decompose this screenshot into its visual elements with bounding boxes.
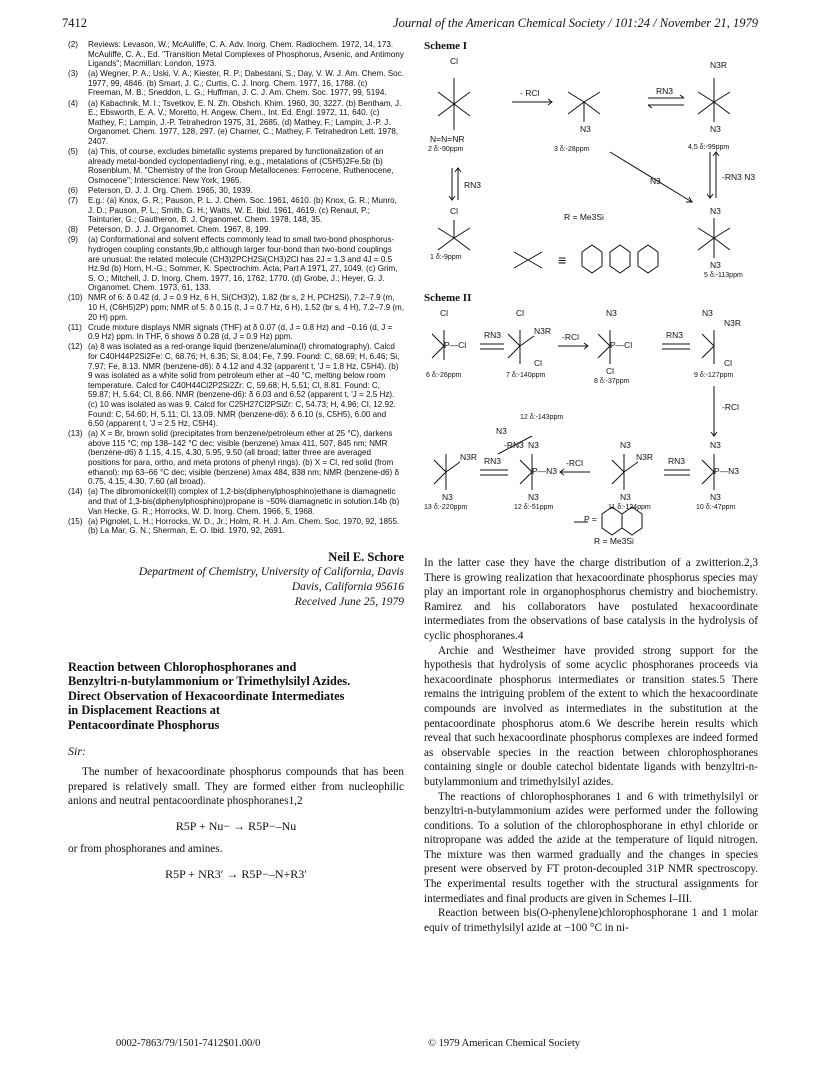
reference-item — [68, 147, 404, 185]
nmr-shift-label: 9 δ:-127ppm — [694, 372, 734, 379]
reference-item — [68, 186, 404, 196]
azide-chain: N=N=NR — [430, 134, 465, 144]
reference-text: (a) Wegner, P. A.; Uski, V. A.; Kiester, R. P.; Dabestani, S.; Day, V. W. J. Am. Chem. Soc. 1977, 99, 4846. (b) Smart, J. C.; Curtis, C. J. Inorg. Chem. 1977, 16, 1788. (c) Freeman, M. B.; Sneddon, L. G.; Huffman, J. C. J. Am. Chem. Soc. 1977, 99, 5194. — [88, 69, 404, 98]
reference-text: (a) The dibromonickel(II) complex of 1,2-bis(diphenylphosphino)ethane is diamagnetic and that of 1,3-bis(diphenylphosphino)propane is ~50% diamagnetic in solution.14b (b) Van Hecke, G. R.; Horrocks, W. D. Inorg. Chem. 1966, 5, 1968. — [88, 487, 400, 516]
page-number: 7412 — [62, 16, 87, 30]
p-equals-label: P = — [584, 514, 597, 524]
scheme-1-bonds — [424, 52, 758, 284]
equation-2: R5P + NR3′ → R5P−–N+R3′ — [165, 866, 307, 881]
n3-label: N3 — [580, 124, 591, 134]
reference-number: (5) — [68, 147, 78, 157]
nmr-shift-label: 8 δ:-37ppm — [594, 378, 630, 385]
left-column — [68, 40, 404, 890]
reference-list — [68, 40, 404, 536]
cl-label: Cl — [724, 358, 733, 368]
reference-number: (3) — [68, 69, 78, 79]
reference-item — [68, 342, 404, 428]
reference-item — [68, 69, 404, 98]
body-paragraph: The reactions of chlorophosphoranes 1 and 6 with trimethylsilyl or benzyltri-n-butylammonium azides were performed under the following conditions. To a solution of the chlorophosphorane in ethyl chloride or nitropropane was added the azide at the temperature of liquid nitrogen. The mixture was then warmed gradually and the changes in species present were observed by FT proton-decoupled 31P NMR spectroscopy. The experimental results together with the structural assignments for intermediates and final products are given in Schemes I–III. — [424, 790, 758, 905]
n3-label: N3 — [528, 492, 539, 502]
salutation: Sir: — [68, 744, 86, 759]
scheme-2-label: Scheme II — [424, 292, 472, 304]
reference-item — [68, 225, 404, 235]
reference-number: (12) — [68, 342, 83, 352]
n3-label: N3 — [710, 124, 721, 134]
body-paragraph: In the latter case they have the charge distribution of a zwitterion.2,3 There is growing realization that hexacoordinate phosphorus species may play an important role in organophosphorus chemistry and biochemistry. Ramirez and his collaborators have postulated hexacoordinate intermediates from the observations of base catalysis in the hydrolysis of cyclic phosphoranes.4 — [424, 557, 758, 642]
arrow-label: -RCl — [562, 332, 579, 342]
reference-number: (2) — [68, 40, 78, 49]
arrow-label: -RCl — [722, 402, 739, 412]
n3-label: N3 — [710, 260, 721, 270]
r-definition: R = Me3Si — [594, 536, 634, 546]
nmr-shift-label: 5 δ:-113ppm — [704, 272, 743, 279]
n3-label: N3 — [710, 206, 721, 216]
reference-number: (11) — [68, 322, 82, 332]
equation-1: R5P + Nu− → R5P−–Nu — [175, 819, 297, 834]
p-n3-label: P—N3 — [714, 466, 740, 476]
n3-label: N3 — [710, 492, 721, 502]
title-line: in Displacement Reactions at — [68, 703, 220, 718]
cl-label: Cl — [534, 358, 543, 368]
right-column — [424, 40, 758, 935]
reference-item — [68, 429, 404, 487]
title-line: Direct Observation of Hexacoordinate Intermediates — [68, 688, 345, 703]
reference-number: (10) — [68, 293, 83, 303]
received-date: Received June 25, 1979 — [294, 595, 404, 608]
arrow-label: -RCl — [566, 458, 583, 468]
reference-item — [68, 235, 404, 293]
reference-number: (14) — [68, 487, 83, 497]
reference-text: E.g.: (a) Knox, G. R.; Pauson, P. L. J. Chem. Soc. 1961, 4610. (b) Knox, G. R.; Munro, J. D.; Pauson, P. L.; Smith, G. H.; Watts, W. E. Ibid. 1961, 4619. (c) Renaut, P.; Tainturier, G.; Gautheron, B. J. Organomet. Chem. 1978, 148, 35. — [88, 196, 397, 225]
n3r-label: N3R — [710, 60, 728, 70]
body-paragraph: Reaction between bis(O-phenylene)chlorophosphorane 1 and 1 molar equiv of trimethylsilyl azide at −100 °C in ni- — [424, 907, 758, 934]
arrow-label: RN3 — [656, 86, 674, 96]
nmr-shift-label: 3 δ:-28ppm — [554, 146, 590, 153]
reference-item — [68, 40, 404, 69]
n3r-label: N3R — [460, 452, 478, 462]
scheme-1 — [424, 52, 758, 284]
reference-item — [68, 196, 404, 225]
scheme-1-label: Scheme I — [424, 40, 468, 52]
reference-number: (4) — [68, 98, 78, 108]
n3-label: N3 — [606, 308, 617, 318]
nmr-shift-label: 12 δ:-51ppm — [514, 504, 554, 511]
author-dept: Department of Chemistry, University of California, Davis — [138, 565, 404, 578]
article-title — [68, 660, 404, 733]
nmr-shift-label: 7 δ:-140ppm — [506, 372, 546, 379]
reference-number: (15) — [68, 516, 83, 526]
reference-item — [68, 487, 404, 516]
arrow-label: -RN3 — [504, 440, 524, 450]
body-paragraph: Archie and Westheimer have provided strong support for the hypothesis that hydrolysis of some acyclic phosphoranes proceeds via hexacoordinate phosphorus intermediates or transition states.5 There remains the intriguing problem of the extent to which the hexacoordinate compounds are involved as intermediates in the substitution at the pentacoordinate phosphorus atom.6 We describe herein results which reveal that such hexacoordinate phosphorus complexes are indeed formed as observable species in the reaction between chlorophosphoranes containing single or double catechol bidentate ligands with benzyltri-n-butylammonium and trimethylsilyl azides. — [424, 644, 758, 788]
running-head — [62, 16, 758, 34]
journal-title: Journal of the American Chemical Society / 101:24 / November 21, 1979 — [393, 16, 758, 30]
reference-item — [68, 323, 404, 342]
p-cl-label: P—Cl — [444, 340, 467, 350]
cl-label: Cl — [450, 56, 459, 66]
arrow-label: RN3 — [484, 330, 502, 340]
arrow-label: RN3 — [464, 180, 482, 190]
arrow-label: RN3 — [668, 456, 686, 466]
reference-text: NMR of 6: δ 0.42 (d, J = 0.9 Hz, 6 H, Si(CH3)2), 1.82 (br s, 2 H, PCH2Si), 7.2–7.9 (m, 10 H, (C6H5)2P) ppm; NMR of 5: δ 0.15 (t, J = 0.7 Hz, 6 H), 1.52 (br s, 4 H), 7.2–7.9 (m, 20 H) ppm. — [88, 293, 405, 322]
body-paragraph: The number of hexacoordinate phosphorus compounds that has been prepared is relatively small. They are formed either from nucleophilic anions and neutral pentacoordinate phosphoranes1,2 — [68, 766, 404, 808]
title-line: Reaction between Chlorophosphoranes and — [68, 659, 297, 674]
reference-text: (a) Conformational and solvent effects commonly lead to small two-bond phosphorus-hydrogen coupling constants,9b,c although larger four-bond than two-bond couplings are unusual: the related molecule (CH3)2PCH2Si(CH3)2Cl has 2J = 1.3 and 4J = 0.5 Hz.9d (b) Horn, H.-G.; Sommer, K. Spectrochim. Acta, Part A 1971, 27, 1049. (c) Grim, S. O.; Mitchell, J. D. Inorg. Chem. 1977, 16, 1762, 1770. (d) Grobe, J.; Heyer, G. J. Organomet. Chem. 1973, 61, 133. — [88, 235, 398, 293]
nmr-shift-label: 12 δ:-143ppm — [520, 414, 564, 421]
title-line: Pentacoordinate Phosphorus — [68, 717, 220, 732]
n3r-label: N3R — [636, 452, 654, 462]
author-name: Neil E. Schore — [328, 549, 404, 564]
arrow-label: RN3 — [484, 456, 502, 466]
n3-label: N3 — [702, 308, 713, 318]
n3-label: N3 — [496, 426, 507, 436]
cl-label: Cl — [440, 308, 449, 318]
n3-label: N3 — [710, 440, 721, 450]
cl-label: Cl — [516, 308, 525, 318]
arrow-label: -RN3 N3 — [722, 172, 756, 182]
n3-label: N3 — [620, 492, 631, 502]
n3-label: N3 — [442, 492, 453, 502]
reference-number: (7) — [68, 196, 78, 205]
n3-label: N3 — [528, 440, 539, 450]
p-cl-label: P—Cl — [610, 340, 633, 350]
reference-number: (13) — [68, 429, 83, 439]
footer-code: 0002-7863/79/1501-7412$01.00/0 — [116, 1038, 261, 1049]
reference-text: (a) Kabachnik, M. I.; Tsvetkov, E. N. Zh. Obshch. Khim. 1960, 30, 3227. (b) Bentham, J. E.; Ebsworth, E. A. V.; Moretto, H. Angew. Chem., Int. Ed. Engl. 1972, 11, 640. (c) Mathey, F.; Lampin, J.-P. Tetrahedron 1975, 31, 2685. (d) Mathey, F.; Lampin, J.-P. J. Organomet. Chem. 1977, 128, 297. (e) Charrier, C.; Mathey, F. Tetrahedron Lett. 1978, 2407. — [88, 98, 402, 146]
reference-number: (8) — [68, 225, 78, 235]
reference-text: Peterson, D. J. J. Org. Chem. 1965, 30, 1939. — [88, 185, 253, 195]
reference-text: Reviews: Levason, W.; McAuliffe, C. A. Adv. Inorg. Chem. Radiochem. 1972, 14, 173. McAuliffe, C. A., Ed. "Transition Metal Complexes of Phosphorus, Arsenic, and Antimony Ligands"; Macmillan: London, 1973. — [88, 40, 404, 69]
cl-label: Cl — [606, 366, 615, 376]
reference-text: (a) 8 was isolated as a red-orange liquid (benzene/alumina(I) chromatography). Calcd for C40H44P2Si2Fe: C, 68.76; H, 6.35; Si, 8.04; Fe, 7.99. Found: C, 68.69; H, 6.46; Si, 7.97; Fe, 8.13. NMR (benzene-d6): δ 4.12 and 4.32 (apparent t, 'J = 1.8 Hz, C5H4). (b) 9 was isolated as a white solid from petroleum ether at −40 °C, melting below room temperature. Calcd for C40H44Cl2P2Si2Zr: C, 59.68; H, 5.51; Cl, 8.81. Found: C, 59.87; H, 5.64; Cl, 8.66. NMR (benzene-d6): δ 6.03 and 6.52 (apparent t, 'J = 2.5 Hz). (c) 10 was isolated as was 9. Calcd for C25H27Cl2PSiZr: C, 54.73; H, 4.96; Cl, 12.92. Found: C, 54.60; H, 5.11; Cl, 13.09. NMR (benzene-d6): δ 6.10 (s, C5H5), 6.00 and 6.50 (apparent t, 'J = 2.5 Hz, C5H4). — [88, 342, 400, 429]
reference-number: (9) — [68, 235, 78, 245]
equivalence-sign: ≡ — [558, 252, 567, 268]
nmr-shift-label: 11 δ:-124ppm — [608, 504, 651, 511]
nmr-shift-label: 10 δ:-47ppm — [696, 504, 736, 511]
nmr-shift-label: 1 δ:-9ppm — [430, 254, 462, 261]
reference-text: Peterson, D. J. J. Organomet. Chem. 1967, 8, 199. — [88, 225, 271, 235]
author-city: Davis, California 95616 — [291, 580, 404, 593]
title-line: Benzyltri-n-butylammonium or Trimethylsilyl Azides. — [68, 674, 351, 689]
n3-label: N3 — [620, 440, 631, 450]
p-n3-label: P—N3 — [532, 466, 558, 476]
n3r-label: N3R — [534, 326, 552, 336]
nmr-shift-label: 13 δ:-220ppm — [424, 504, 468, 511]
arrow-label: - RCl — [520, 88, 540, 98]
body-text: or from phosphoranes and amines. — [68, 843, 223, 856]
cl-label: Cl — [450, 206, 459, 216]
scheme-2 — [424, 304, 758, 546]
nmr-shift-label: 6 δ:-26ppm — [426, 372, 462, 379]
nmr-shift-label: 2 δ:-90ppm — [428, 146, 464, 153]
reference-item — [68, 99, 404, 147]
reference-text: Crude mixture displays NMR signals (THF) at δ 0.07 (d, J = 0.8 Hz) and −0.16 (d, J = 0.9 Hz) ppm. In THF, 6 shows δ 0.28 (d, J = 0.9 Hz) ppm. — [88, 322, 393, 342]
reference-text: (a) Pignolet, L. H.; Horrocks, W. D., Jr.; Holm, R. H. J. Am. Chem. Soc. 1970, 92, 1855. (b) La Mar, G. N.; Sherman, E. O. Ibid. 1970, 92, 2691. — [88, 516, 400, 536]
footer-copyright: © 1979 American Chemical Society — [428, 1038, 581, 1049]
nmr-shift-label: 4,5 δ:-99ppm — [688, 144, 730, 151]
n3r-label: N3R — [724, 318, 742, 328]
reference-text: (a) X = Br, brown solid (precipitates from benzene/petroleum ether at 25 °C), darkens above 115 °C; mp 138–142 °C dec; visible (benzene) λmax 411, 507, 845 nm; NMR (benzene-d6) δ 1.15, 4.15, 4.30, 5.95, 9.50 (all broad; latter three are averaged positions for para, ortho, and meta protons of phenyl rings). (b) X = Cl, red solid (from ethanol): mp 63–66 °C dec; visible (benzene) λmax 484, 838 nm; NMR (benzene-d6) δ 0.75, 4.15, 4.30, 7.60 (all broad). — [88, 429, 399, 487]
reference-item — [68, 293, 404, 322]
reference-item — [68, 517, 404, 536]
reference-text: (a) This, of course, excludes bimetallic systems prepared by functionalization of an already metal-bonded cyclopentadienyl ring, e.g., metalations of (C5H5)2Fe.5b (b) Rosenblum, M. "Chemistry of the Iron Group Metallocenes: Ferrocene, Ruthenocene, Osmocene"; Interscience: New York, 1965. — [88, 147, 394, 185]
reference-number: (6) — [68, 185, 78, 195]
n3-label: N3 — [650, 176, 661, 186]
r-definition: R = Me3Si — [564, 212, 604, 222]
arrow-label: RN3 — [666, 330, 684, 340]
